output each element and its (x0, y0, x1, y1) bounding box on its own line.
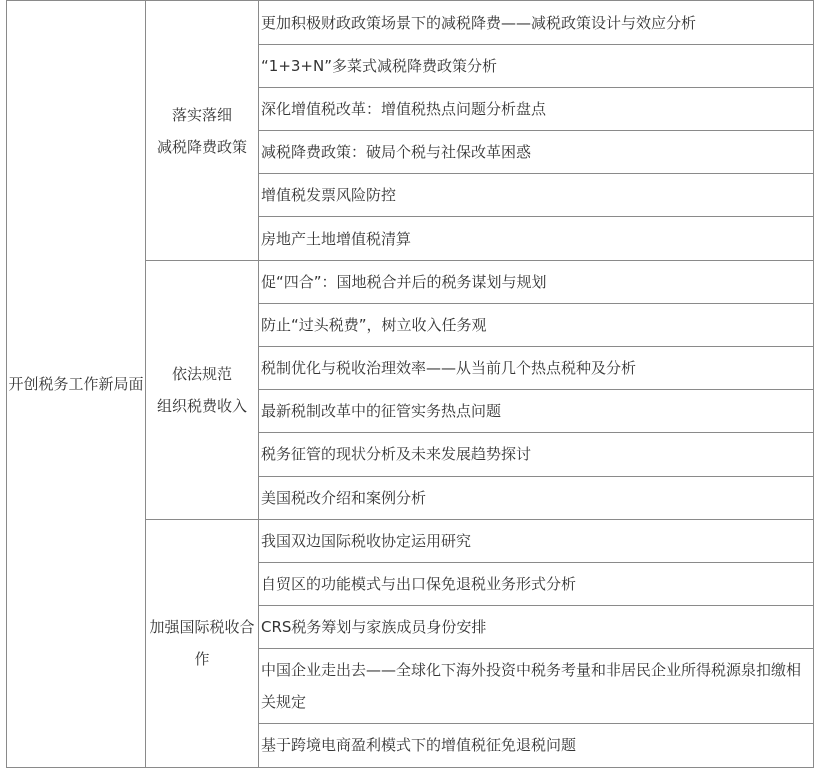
group-title-line: 依法规范 (171, 364, 232, 383)
topic-cell: CRS税务筹划与家族成员身份安排 (259, 605, 814, 648)
topic-cell: 税制优化与税收治理效率——从当前几个热点税种及分析 (259, 347, 814, 390)
course-table (6, 0, 814, 768)
main-topic-cell (7, 1, 146, 768)
topic-cell: 防止“过头税费”，树立收入任务观 (259, 304, 814, 347)
topic-cell: 我国双边国际税收协定运用研究 (259, 519, 814, 562)
main-topic-label: 开创税务工作新局面 (8, 375, 144, 393)
group-title-cell (146, 1, 259, 261)
topic-cell: 基于跨境电商盈利模式下的增值税征免退税问题 (259, 723, 814, 767)
topic-cell: 更加积极财政政策场景下的减税降费——减税政策设计与效应分析 (259, 1, 814, 45)
topic-cell: 最新税制改革中的征管实务热点问题 (259, 390, 814, 433)
topic-cell: 税务征管的现状分析及未来发展趋势探讨 (259, 433, 814, 476)
topic-cell: 自贸区的功能模式与出口保免退税业务形式分析 (259, 562, 814, 605)
topic-cell: 中国企业走出去——全球化下海外投资中税务考量和非居民企业所得税源泉扣缴相关规定 (259, 648, 814, 723)
topic-cell: 房地产土地增值税清算 (259, 217, 814, 261)
topic-cell: 减税降费政策：破局个税与社保改革困惑 (259, 131, 814, 174)
topic-cell: “1+3+N”多菜式减税降费政策分析 (259, 45, 814, 88)
topic-cell: 美国税改介绍和案例分析 (259, 476, 814, 519)
group-title-cell (146, 261, 259, 519)
group-title-line: 加强国际税收合作 (149, 618, 255, 669)
group-title-line: 减税降费政策 (156, 137, 247, 156)
topic-cell: 增值税发票风险防控 (259, 174, 814, 217)
group-title-line: 落实落细 (171, 105, 232, 124)
topic-cell: 深化增值税改革：增值税热点问题分析盘点 (259, 88, 814, 131)
topic-cell: 促“四合”：国地税合并后的税务谋划与规划 (259, 261, 814, 304)
group-title-cell (146, 519, 259, 767)
group-title-line: 组织税费收入 (156, 396, 247, 415)
